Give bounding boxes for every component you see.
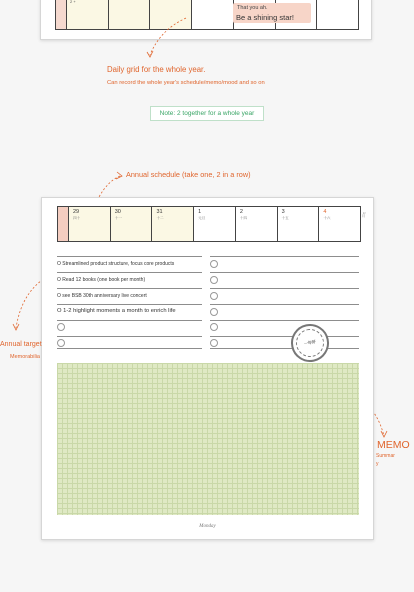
calendar-day[interactable]: 30 十一 — [111, 207, 153, 241]
annual-target-label: Annual target — [0, 341, 42, 348]
calendar-day[interactable]: 31 十二 — [152, 207, 194, 241]
divider — [210, 348, 359, 349]
divider — [57, 272, 202, 273]
stamp-seal — [287, 320, 332, 365]
green-note: Note: 2 together for a whole year — [150, 106, 264, 121]
task-checkbox[interactable] — [210, 339, 218, 347]
calendar-day[interactable]: 3 十五 — [278, 207, 320, 241]
calendar-day[interactable]: 4 十六 — [323, 209, 331, 220]
divider — [210, 336, 359, 337]
top-cell: 2 + — [67, 0, 109, 29]
calendar-day[interactable]: 2 十四 — [236, 207, 278, 241]
divider — [57, 320, 202, 321]
footer-text: Monday — [199, 524, 216, 529]
week-calendar — [57, 206, 361, 242]
task-checkbox[interactable] — [57, 339, 65, 347]
divider — [57, 288, 202, 289]
divider — [57, 336, 202, 337]
calendar-day[interactable]: 1 元旦 — [194, 207, 236, 241]
divider — [210, 256, 359, 257]
memo-label: MEMO — [377, 439, 410, 451]
task-item[interactable]: O Read 12 books (one book per month) — [57, 277, 146, 283]
task-item[interactable]: O see BSB 30th anniversary live concert — [57, 293, 147, 299]
divider — [210, 288, 359, 289]
calendar-day[interactable]: 29 四十 — [69, 207, 111, 241]
divider — [57, 348, 202, 349]
task-checkbox[interactable] — [210, 276, 218, 284]
daily-grid-title: Daily grid for the whole year. — [107, 65, 206, 74]
daily-grid-subtitle: Can record the whole year's schedule/memo/mood and so on — [107, 80, 265, 86]
memo-grid-area[interactable] — [57, 363, 359, 515]
task-item[interactable]: O Streamlined product structure, focus core products — [57, 261, 175, 267]
month-side-label: 1月 — [362, 212, 366, 218]
annual-schedule-label: Annual schedule (take one, 2 in a row) — [126, 170, 251, 179]
task-item[interactable]: O 1-2 highlight moments a month to enrich life — [57, 308, 176, 314]
divider — [57, 256, 202, 257]
stamp-inner: 一年好 — [293, 326, 326, 359]
divider — [210, 272, 359, 273]
task-checkbox[interactable] — [210, 323, 218, 331]
divider — [210, 304, 359, 305]
divider — [210, 320, 359, 321]
sticky-note-text: Be a shining star! — [236, 13, 294, 22]
divider — [57, 304, 202, 305]
task-checkbox[interactable] — [210, 260, 218, 268]
task-checkbox[interactable] — [210, 292, 218, 300]
task-checkbox[interactable] — [210, 308, 218, 316]
task-checkbox[interactable] — [57, 323, 65, 331]
sticky-note-small-text: That you ah. — [237, 5, 268, 11]
annual-schedule-card — [41, 197, 374, 540]
calendar-strip — [58, 207, 69, 241]
memorabilia-label: Memorabilia — [10, 354, 40, 360]
summary-label: Summar y — [376, 453, 395, 467]
